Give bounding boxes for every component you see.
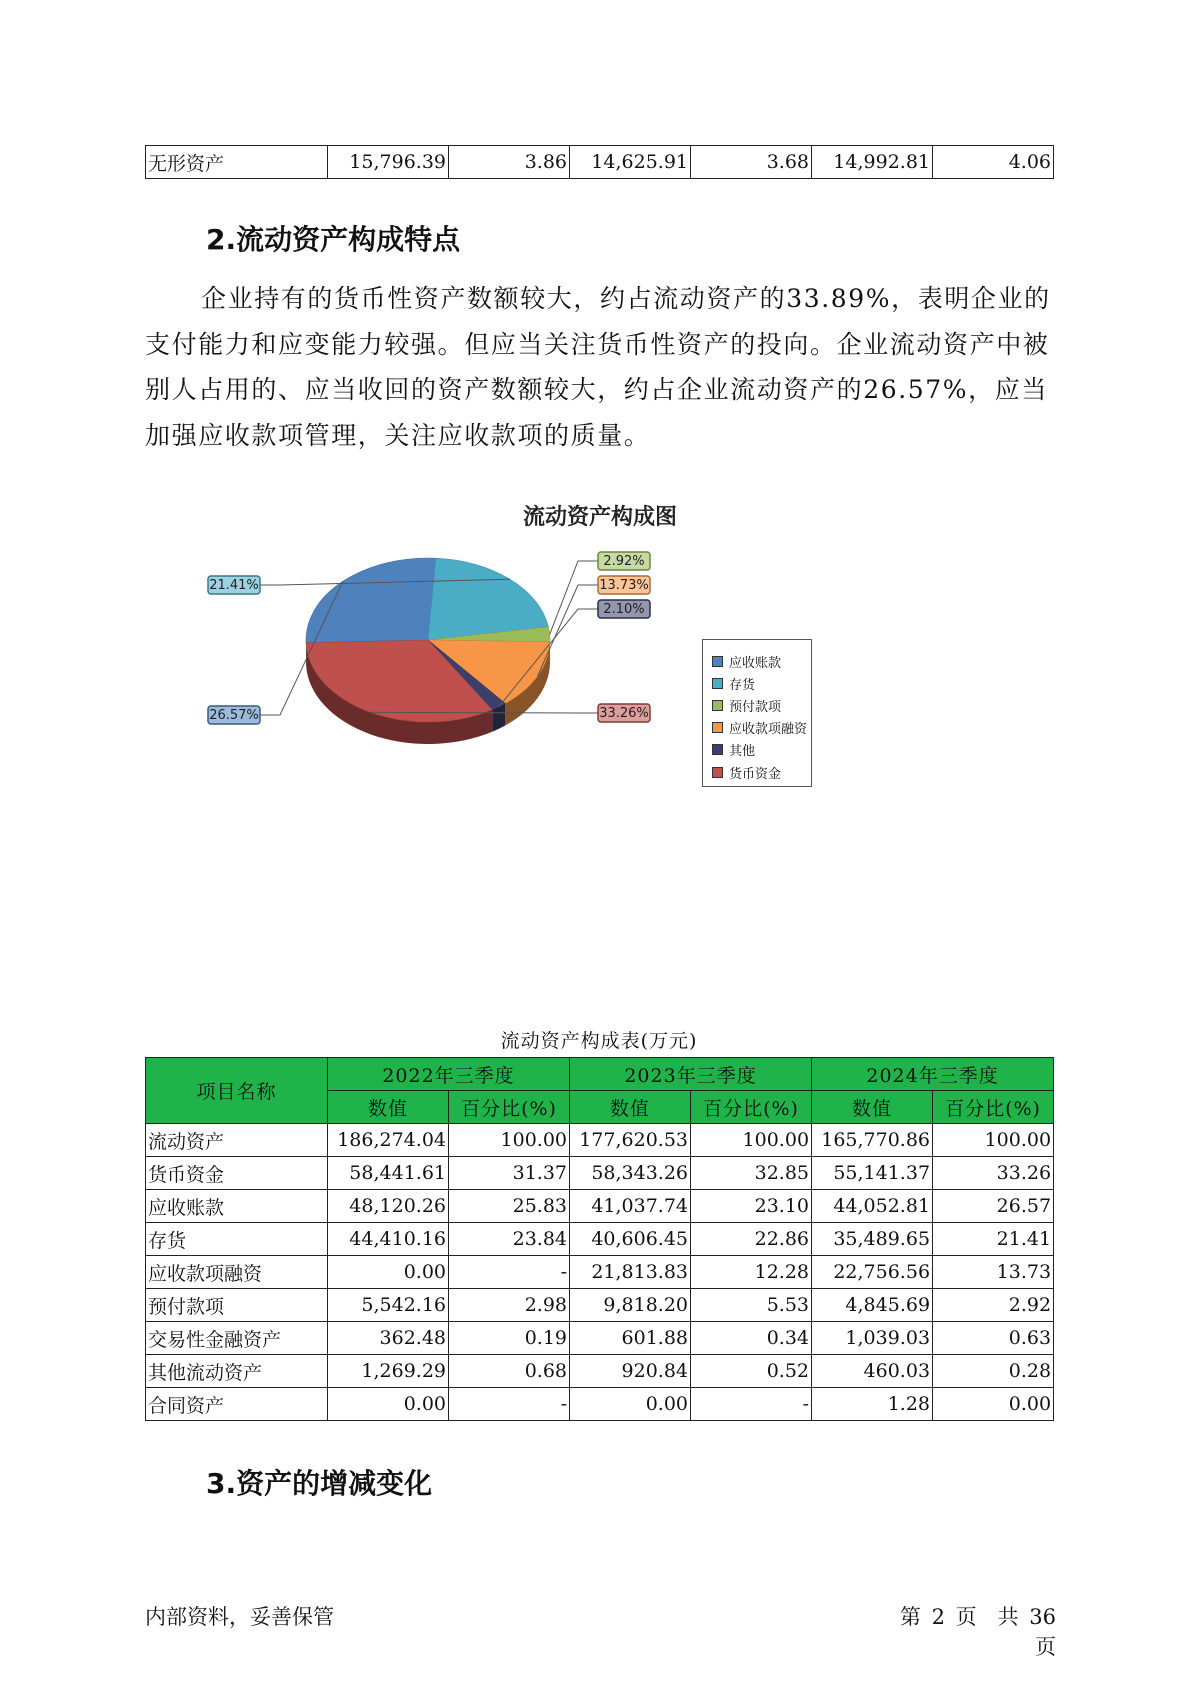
cell: 15,796.39 xyxy=(328,146,449,179)
table-row xyxy=(146,1124,1054,1157)
cell: 3.86 xyxy=(449,146,570,179)
cell: - xyxy=(449,1388,570,1421)
table-header-row xyxy=(146,1058,1054,1091)
legend-label: 货币资金 xyxy=(729,766,782,782)
body-paragraph: 企业持有的货币性资产数额较大，约占流动资产的33.89%，表明企业的支付能力和应变能力较强。但应当关注货币性资产的投向。企业流动资产中被别人占用的、应当收回的资产数额较大，约占企业流动资产的26.57%，应当加强应收款项管理，关注应收款项的质量。 xyxy=(145,284,1051,450)
cell: 100.00 xyxy=(933,1124,1054,1157)
legend-swatch xyxy=(712,656,723,667)
cell: 5.53 xyxy=(691,1289,812,1322)
cell: 0.28 xyxy=(933,1355,1054,1388)
legend-item xyxy=(712,672,811,694)
data-label: 33.26% xyxy=(599,706,649,721)
table-row xyxy=(146,1289,1054,1322)
cell: 41,037.74 xyxy=(570,1190,691,1223)
cell: 48,120.26 xyxy=(328,1190,449,1223)
cell: 100.00 xyxy=(449,1124,570,1157)
cell: 33.26 xyxy=(933,1157,1054,1190)
cell: 4,845.69 xyxy=(812,1289,933,1322)
cell: 0.00 xyxy=(328,1388,449,1421)
legend-label: 应收款项融资 xyxy=(729,722,808,738)
legend-item xyxy=(712,694,811,716)
row-name: 合同资产 xyxy=(146,1388,328,1421)
cell: 460.03 xyxy=(812,1355,933,1388)
cell: 44,052.81 xyxy=(812,1190,933,1223)
cell: 0.00 xyxy=(328,1256,449,1289)
cell: 40,606.45 xyxy=(570,1223,691,1256)
row-name: 交易性金融资产 xyxy=(146,1322,328,1355)
cell: 26.57 xyxy=(933,1190,1054,1223)
header-value: 数值 xyxy=(328,1091,449,1124)
row-name: 存货 xyxy=(146,1223,328,1256)
cell: 12.28 xyxy=(691,1256,812,1289)
table-row xyxy=(146,146,1054,179)
cell: 55,141.37 xyxy=(812,1157,933,1190)
cell: 100.00 xyxy=(691,1124,812,1157)
cell: 0.19 xyxy=(449,1322,570,1355)
legend-swatch xyxy=(712,700,723,711)
row-name: 应收款项融资 xyxy=(146,1256,328,1289)
legend-label: 应收账款 xyxy=(729,655,782,671)
cell: 1,039.03 xyxy=(812,1322,933,1355)
cell: 23.10 xyxy=(691,1190,812,1223)
table-row xyxy=(146,1355,1054,1388)
legend-item xyxy=(712,650,811,672)
cell: 0.00 xyxy=(570,1388,691,1421)
legend-swatch xyxy=(712,722,723,733)
header-value: 数值 xyxy=(570,1091,691,1124)
cell: 4.06 xyxy=(933,146,1054,179)
cell: 14,992.81 xyxy=(812,146,933,179)
pie-slice xyxy=(306,558,436,643)
cell: 21,813.83 xyxy=(570,1256,691,1289)
cell: 165,770.86 xyxy=(812,1124,933,1157)
table-row xyxy=(146,1388,1054,1421)
row-name: 预付款项 xyxy=(146,1289,328,1322)
chart-legend xyxy=(702,639,812,787)
leader-line xyxy=(550,561,598,634)
header-pct: 百分比(%) xyxy=(691,1091,812,1124)
section-heading: 2.流动资产构成特点 xyxy=(206,223,461,256)
cell: 0.63 xyxy=(933,1322,1054,1355)
cell: 0.34 xyxy=(691,1322,812,1355)
legend-label: 存货 xyxy=(729,677,756,693)
cell: 25.83 xyxy=(449,1190,570,1223)
data-label: 21.41% xyxy=(209,578,259,593)
cell: 58,343.26 xyxy=(570,1157,691,1190)
cell: 1,269.29 xyxy=(328,1355,449,1388)
cell: - xyxy=(691,1388,812,1421)
cell: 22,756.56 xyxy=(812,1256,933,1289)
header-value: 数值 xyxy=(812,1091,933,1124)
section-heading: 3.资产的增减变化 xyxy=(206,1467,433,1500)
cell: 35,489.65 xyxy=(812,1223,933,1256)
legend-label: 预付款项 xyxy=(729,699,782,715)
header-period: 2024年三季度 xyxy=(812,1058,1054,1091)
cell: 14,625.91 xyxy=(570,146,691,179)
legend-item xyxy=(712,739,811,761)
chart-title: 流动资产构成图 xyxy=(522,505,677,530)
cell: 920.84 xyxy=(570,1355,691,1388)
cell: 9,818.20 xyxy=(570,1289,691,1322)
cell: 5,542.16 xyxy=(328,1289,449,1322)
current-assets-table xyxy=(145,1057,1054,1421)
cell: 31.37 xyxy=(449,1157,570,1190)
table-row xyxy=(146,1190,1054,1223)
cell: 2.92 xyxy=(933,1289,1054,1322)
legend-item xyxy=(712,761,811,783)
header-pct: 百分比(%) xyxy=(933,1091,1054,1124)
footer-note: 内部资料，妥善保管 xyxy=(145,1605,334,1629)
cell: 58,441.61 xyxy=(328,1157,449,1190)
data-label: 2.92% xyxy=(603,554,645,569)
cell: 2.98 xyxy=(449,1289,570,1322)
table-row xyxy=(146,1157,1054,1190)
leader-line xyxy=(370,712,598,713)
row-name: 应收账款 xyxy=(146,1190,328,1223)
cell: 0.52 xyxy=(691,1355,812,1388)
cell: 3.68 xyxy=(691,146,812,179)
pie-slice xyxy=(428,558,548,640)
legend-swatch xyxy=(712,767,723,778)
header-pct: 百分比(%) xyxy=(449,1091,570,1124)
top-table xyxy=(145,145,1054,179)
page-number: 第 2 页 共 36 页 xyxy=(899,1605,1056,1659)
cell: 601.88 xyxy=(570,1322,691,1355)
cell: 1.28 xyxy=(812,1388,933,1421)
row-name: 流动资产 xyxy=(146,1124,328,1157)
legend-label: 其他 xyxy=(729,744,756,760)
data-label: 26.57% xyxy=(209,708,259,723)
cell: 22.86 xyxy=(691,1223,812,1256)
data-label: 13.73% xyxy=(599,578,649,593)
header-period: 2023年三季度 xyxy=(570,1058,812,1091)
cell: 44,410.16 xyxy=(328,1223,449,1256)
row-name: 无形资产 xyxy=(146,146,328,179)
cell: 21.41 xyxy=(933,1223,1054,1256)
cell: 23.84 xyxy=(449,1223,570,1256)
pie-chart xyxy=(190,548,670,788)
row-name: 货币资金 xyxy=(146,1157,328,1190)
legend-swatch xyxy=(712,678,723,689)
table-row xyxy=(146,1223,1054,1256)
header-item: 项目名称 xyxy=(146,1058,328,1124)
cell: 177,620.53 xyxy=(570,1124,691,1157)
cell: 0.68 xyxy=(449,1355,570,1388)
cell: 186,274.04 xyxy=(328,1124,449,1157)
legend-item xyxy=(712,717,811,739)
cell: 32.85 xyxy=(691,1157,812,1190)
row-name: 其他流动资产 xyxy=(146,1355,328,1388)
legend-swatch xyxy=(712,744,723,755)
table-row xyxy=(146,1256,1054,1289)
data-label: 2.10% xyxy=(603,602,645,617)
cell: 362.48 xyxy=(328,1322,449,1355)
cell: - xyxy=(449,1256,570,1289)
table-row xyxy=(146,1322,1054,1355)
table-caption: 流动资产构成表(万元) xyxy=(500,1030,698,1052)
header-period: 2022年三季度 xyxy=(328,1058,570,1091)
cell: 13.73 xyxy=(933,1256,1054,1289)
cell: 0.00 xyxy=(933,1388,1054,1421)
